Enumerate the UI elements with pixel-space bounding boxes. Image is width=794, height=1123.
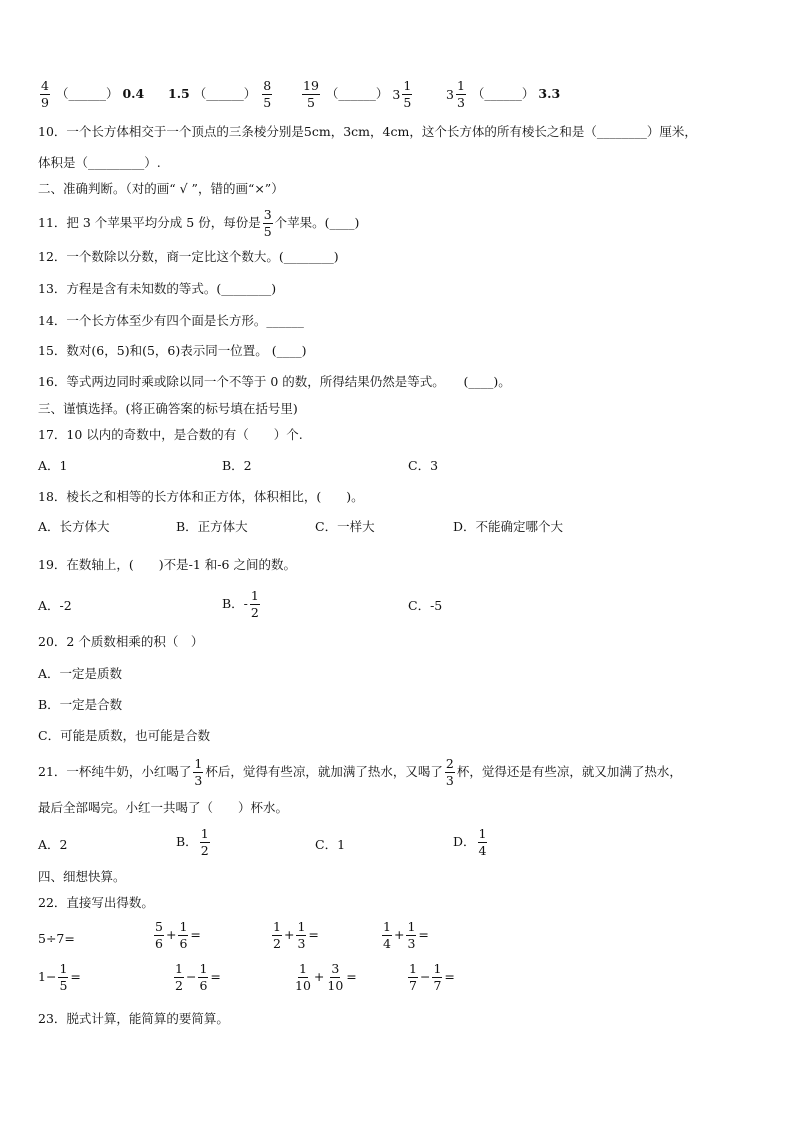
q19-option-b[interactable]: B．- $\frac{1}{2}$ — [222, 588, 259, 620]
q21-option-d[interactable]: D． $\frac{1}{4}$ — [453, 826, 487, 858]
q21-option-c[interactable]: C．1 — [315, 837, 346, 852]
section-heading-2: 二、准确判断。（对的画“ √ ”，错的画“×”） — [38, 181, 284, 196]
fraction: $\frac{8}{5}$ — [263, 78, 272, 110]
q23-stem: 23．脱式计算，能简算的要简算。 — [38, 1011, 229, 1026]
q21-line2: 最后全部喝完。小红一共喝了（ ）杯水。 — [38, 800, 289, 815]
q14: 14．一个长方体至少有四个面是长方形。______ — [38, 313, 304, 328]
calc-item: $\frac{1}{2}$ + $\frac{1}{3}$ = — [273, 919, 319, 951]
q18-option-d[interactable]: D．不能确定哪个大 — [453, 519, 564, 534]
q9-item-1: $\frac{4}{9}$ （______） 0.4 — [41, 78, 145, 110]
calc-item: $\frac{1}{10}$ + $\frac{3}{10}$ = — [295, 961, 357, 993]
q19-stem: 19．在数轴上，( )不是-1 和-6 之间的数。 — [38, 557, 296, 572]
q9-item-2: 1.5 （______） $\frac{8}{5}$ — [168, 78, 272, 110]
q19-option-a[interactable]: A．-2 — [38, 598, 72, 613]
section-heading-3: 三、谨慎选择。(将正确答案的标号填在括号里) — [38, 401, 298, 416]
q10-line2: 体积是（_________）. — [38, 155, 161, 170]
q11: 11．把 3 个苹果平均分成 5 份，每份是 $\frac{3}{5}$ 个苹果。(____) — [38, 207, 360, 239]
calc-item: 5÷7= — [38, 931, 75, 946]
section-heading-4: 四、细想快算。 — [38, 869, 126, 884]
q18-option-a[interactable]: A．长方体大 — [38, 519, 110, 534]
q20-option-a[interactable]: A．一定是质数 — [38, 666, 123, 681]
fraction: $\frac{1}{2}$ — [250, 588, 259, 620]
q9-item-3 — [300, 79, 414, 110]
calc-item: $\frac{1}{4}$ + $\frac{1}{3}$ = — [383, 919, 429, 951]
fraction: $\frac{1}{3}$ — [194, 756, 203, 788]
answer-blank[interactable]: （______） — [55, 86, 119, 101]
q12: 12．一个数除以分数，商一定比这个数大。(________) — [38, 249, 339, 264]
q13: 13．方程是含有未知数的等式。(________) — [38, 281, 277, 296]
calc-item: $\frac{5}{6}$ + $\frac{1}{6}$ = — [155, 919, 201, 951]
mixed-number: 3 $\frac{1}{3}$ — [446, 78, 465, 110]
q20-stem: 20．2 个质数相乘的积（ ） — [38, 634, 204, 649]
q18-option-c[interactable]: C．一样大 — [315, 519, 375, 534]
q17-option-a[interactable]: A．1 — [38, 458, 68, 473]
q21-line1: 21．一杯纯牛奶，小红喝了 $\frac{1}{3}$ 杯后，觉得有些凉，就加满了热水，又喝了 $\frac{2}{3}$ 杯，觉得还是有些凉，就又加满了热水， — [38, 756, 682, 788]
q17-stem: 17．10 以内的奇数中，是合数的有（ ）个. — [38, 427, 303, 442]
q9-item-4: 3 $\frac{1}{3}$ （______） 3.3 — [446, 78, 561, 110]
fraction: $\frac{19}{5}$ — [303, 78, 319, 110]
fraction: $\frac{2}{3}$ — [445, 756, 454, 788]
q18-stem: 18．棱长之和相等的长方体和正方体，体积相比，( )。 — [38, 489, 364, 504]
q10-line1: 10．一个长方体相交于一个顶点的三条棱分别是5cm，3cm，4cm，这个长方体的所有棱长之和是（________）厘米， — [38, 124, 697, 139]
q20-option-c[interactable]: C．可能是质数，也可能是合数 — [38, 728, 211, 743]
q19-option-c[interactable]: C．-5 — [408, 598, 443, 613]
fraction: $\frac{1}{2}$ — [200, 826, 209, 858]
fraction: $\frac{3}{5}$ — [263, 207, 272, 239]
q21-option-a[interactable]: A．2 — [38, 837, 68, 852]
answer-blank[interactable]: （______） — [193, 86, 257, 101]
q18-option-b[interactable]: B．正方体大 — [176, 519, 248, 534]
answer-blank[interactable]: （______） — [471, 86, 535, 101]
q15: 15．数对(6，5)和(5，6)表示同一位置。 (____) — [38, 343, 307, 358]
fraction: $\frac{4}{9}$ — [41, 78, 49, 110]
q21-option-b[interactable]: B． $\frac{1}{2}$ — [176, 826, 209, 858]
fraction: $\frac{1}{4}$ — [478, 826, 487, 858]
q20-option-b[interactable]: B．一定是合数 — [38, 697, 123, 712]
calc-item: 1− $\frac{1}{5}$ = — [38, 961, 81, 993]
q17-option-b[interactable]: B．2 — [222, 458, 252, 473]
q17-option-c[interactable]: C．3 — [408, 458, 439, 473]
calc-item: $\frac{1}{7}$ − $\frac{1}{7}$ = — [409, 961, 455, 993]
q22-stem: 22．直接写出得数。 — [38, 895, 154, 910]
mixed-number: 3 $\frac{1}{5}$ — [392, 78, 412, 110]
q16: 16．等式两边同时乘或除以同一个不等于 0 的数，所得结果仍然是等式。 (____)。 — [38, 374, 511, 389]
calc-item: $\frac{1}{2}$ − $\frac{1}{6}$ = — [175, 961, 221, 993]
answer-blank[interactable]: （______） — [325, 86, 389, 101]
